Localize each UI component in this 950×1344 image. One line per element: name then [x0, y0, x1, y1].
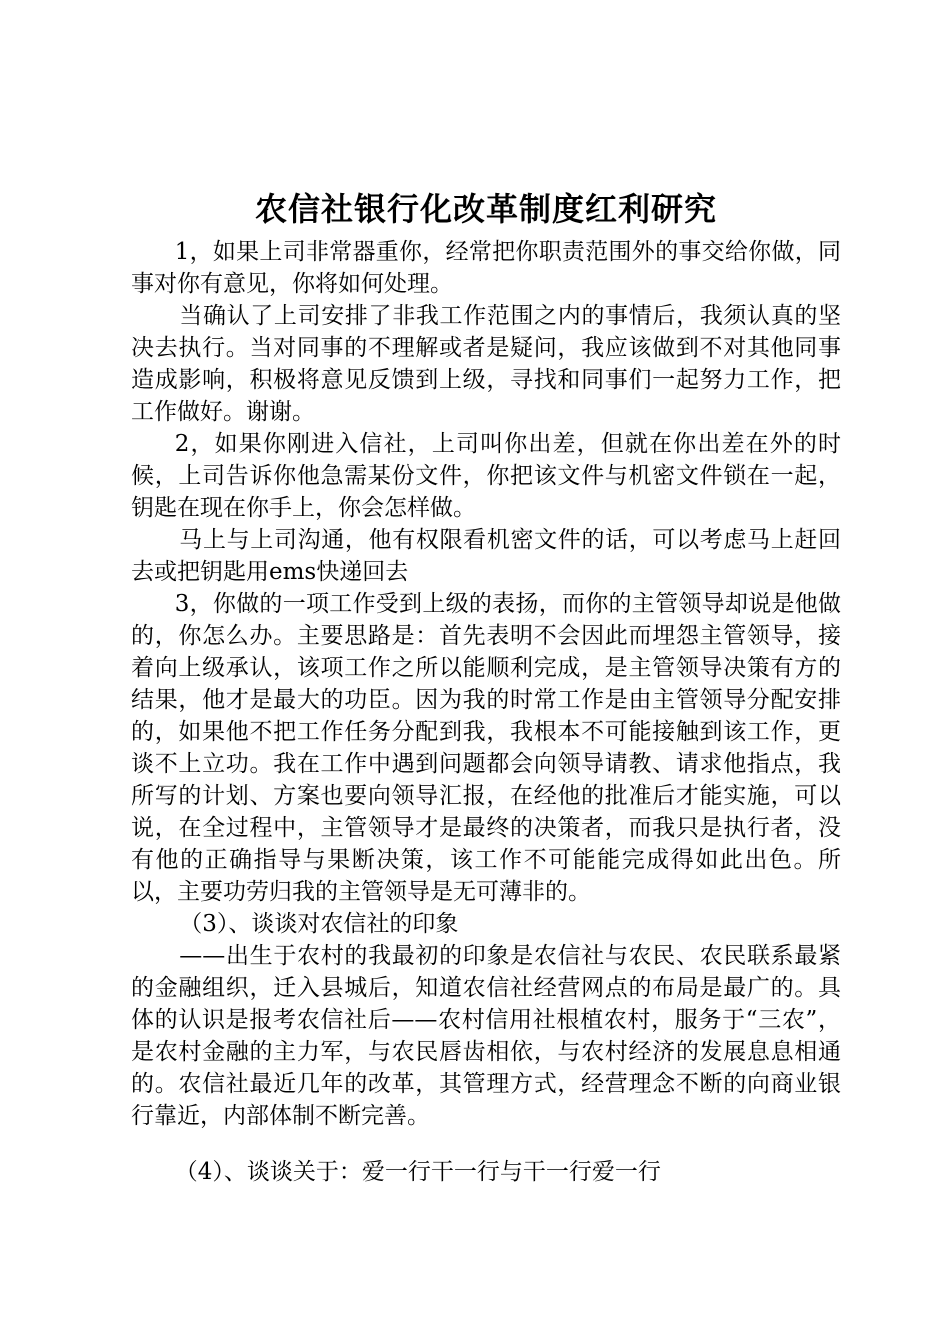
paragraph-gap — [131, 1132, 841, 1156]
document-title: 农信社银行化改革制度红利研究 — [254, 190, 717, 228]
question-3-answer: 3，你做的一项工作受到上级的表扬，而你的主管领导却说是他做的，你怎么办。主要思路是：首先表明不会因此而埋怨主管领导，接着向上级承认，该项工作之所以能顺利完成，是主管领导决策有方的结果，他才是最大的功臣。因为我的时常工作是由主管领导分配安排的，如果他不把工作任务分配到我，我根本不可能接触到该工作，更谈不上立功。我在工作中遇到问题都会向领导请教、请求他指点，我所写的计划、方案也要向领导汇报，在经他的批准后才能实施，可以说，在全过程中，主管领导才是最终的决策者，而我只是执行者，没有他的正确指导与果断决策，该工作不可能能完成得如此出色。所以，主要功劳归我的主管领导是无可薄非的。 — [131, 591, 841, 905]
question-1: 1，如果上司非常器重你，经常把你职责范围外的事交给你做，同事对你有意见，你将如何处理。 — [131, 239, 841, 297]
question-2: 2，如果你刚进入信社，上司叫你出差，但就在你出差在外的时候，上司告诉你他急需某份文件，你把该文件与机密文件锁在一起，钥匙在现在你手上，你会怎样做。 — [131, 431, 841, 521]
section-heading-4: （4）、谈谈关于：爱一行干一行与干一行爱一行 — [174, 1159, 661, 1185]
section-heading-3: （3）、谈谈对农信社的印象 — [179, 911, 459, 937]
answer-2: 马上与上司沟通，他有权限看机密文件的话，可以考虑马上赶回去或把钥匙用ems快递回去 — [131, 527, 841, 585]
answer-1: 当确认了上司安排了非我工作范围之内的事情后，我须认真的坚决去执行。当对同事的不理解或者是疑问，我应该做到不对其他同事造成影响，积极将意见反馈到上级，寻找和同事们一起努力工作，把工作做好。谢谢。 — [131, 303, 841, 425]
section-body-3: ——出生于农村的我最初的印象是农信社与农民、农民联系最紧的金融组织，迁入县城后，知道农信社经营网点的布局是最广的。具体的认识是报考农信社后——农村信用社根植农村，服务于“三农”，是农村金融的主力军，与农民唇齿相依，与农村经济的发展息息相通的。农信社最近几年的改革，其管理方式，经营理念不断的向商业银行靠近，内部体制不断完善。 — [131, 943, 841, 1129]
document-page — [131, 186, 841, 1188]
